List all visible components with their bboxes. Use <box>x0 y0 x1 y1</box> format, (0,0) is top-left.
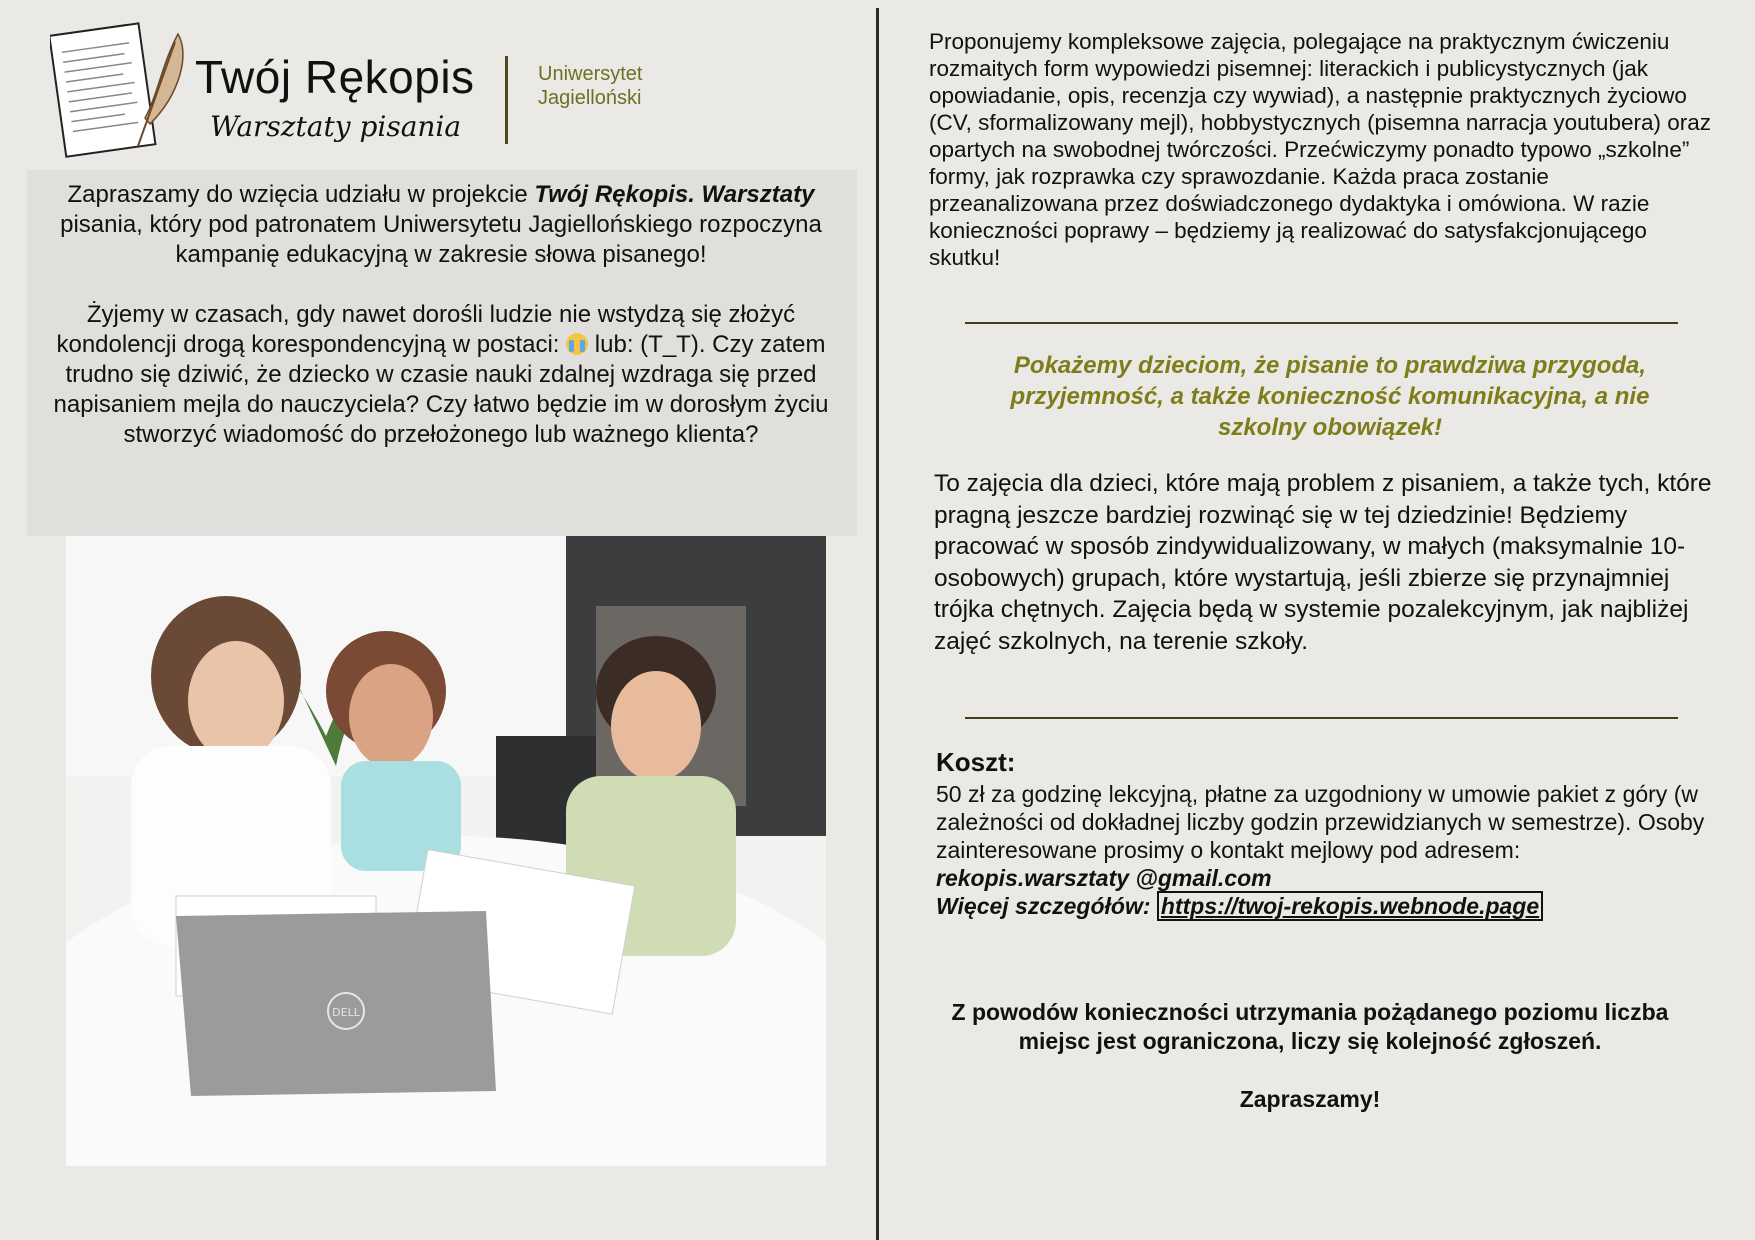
intro-p1-text: Zapraszamy do wzięcia udziału w projekcie <box>67 181 535 208</box>
intro-text <box>44 180 838 480</box>
audience-paragraph: To zajęcia dla dzieci, które mają problem z pisaniem, a także tych, które pragną jeszcze bardziej rozwinąć się w tej dziedzinie! Będziemy pracować w sposób zindywidualizowany, w małych (maksymalnie 10-osobowych) grupach, które wystartują, jeśli zbierze się przynajmniej trójka chętnych. Zajęcia będą w systemie pozalekcyjnym, jak najbliżej zajęć szkolnych, na terenie szkoły. <box>934 470 1712 655</box>
highlight-quote: Pokażemy dzieciom, że pisanie to prawdziwa przygoda, przyjemność, a także konieczność komunikacyjna, a nie szkolny obowiązek! <box>1010 352 1650 441</box>
cost-heading: Koszt: <box>936 747 1016 777</box>
crying-emoji-icon <box>566 333 588 355</box>
project-name: Twój Rękopis. Warsztaty <box>534 181 815 208</box>
brand-title: Twój Rękopis <box>195 51 475 103</box>
brand-subtitle: Warsztaty pisania <box>210 110 462 143</box>
cost-section <box>936 780 1706 920</box>
contact-email[interactable]: rekopis.warsztaty @gmail.com <box>936 865 1272 891</box>
university-line-2: Jagielloński <box>538 87 642 109</box>
limited-seats-notice: Z powodów konieczności utrzymania pożądanego poziomu liczba miejsc jest ograniczona, liczy się kolejność zgłoszeń. <box>951 999 1669 1054</box>
separator-line-2 <box>965 717 1678 719</box>
university-name <box>538 62 642 110</box>
manuscript-quill-logo <box>50 14 190 164</box>
intro-paragraph-2 <box>44 300 838 450</box>
intro-p2-text: Żyjemy w czasach, gdy nawet dorośli ludzie nie wstydzą się złożyć kondolencji drogą korespondencyjną w postaci: <box>56 301 796 358</box>
university-line-1: Uniwersytet <box>538 63 643 85</box>
laptop-brand-logo: DELL <box>332 1006 360 1019</box>
header-separator <box>505 56 508 144</box>
intro-paragraph-1 <box>44 180 838 270</box>
details-link[interactable]: https://twoj-rekopis.webnode.page <box>1157 891 1543 921</box>
separator-line-1 <box>965 322 1678 324</box>
details-label: Więcej szczegółów: <box>936 893 1157 919</box>
intro-p1-text-end: pisania, który pod patronatem Uniwersytetu Jagiellońskiego rozpoczyna kampanię edukacyjną w zakresie słowa pisanego! <box>60 211 822 268</box>
workshop-photo <box>66 536 826 1166</box>
column-divider <box>876 8 879 1240</box>
intro-p2-text-end: lub: (T_T). Czy zatem trudno się dziwić, że dziecko w czasie nauki zdalnej wzdraga się przed napisaniem mejla do nauczyciela? Czy łatwo będzie im w dorosłym życiu stworzyć wiadomość do przełożonego lub ważnego klienta? <box>53 331 829 448</box>
offer-paragraph: Proponujemy kompleksowe zajęcia, polegające na praktycznym ćwiczeniu rozmaitych form wypowiedzi pisemnej: literackich i publicystycznych (jak opowiadanie, opis, recenzja czy wywiad), a następnie praktycznych życiowo (CV, sformalizowany mejl), hobbystycznych (pisemna narracja youtubera) oraz opartych na swobodnej twórczości. Przećwiczymy ponadto typowo „szkolne” formy, jak rozprawka czy sprawozdanie. Każda praca zostanie przeanalizowana przez doświadczonego dydaktyka i omówiona. W razie konieczności poprawy – będziemy ją realizować do satysfakcjonującego skutku! <box>929 29 1711 270</box>
closing-invitation: Zapraszamy! <box>1239 1086 1381 1112</box>
cost-text: 50 zł za godzinę lekcyjną, płatne za uzgodniony w umowie pakiet z góry (w zależności od dokładnej liczby godzin przewidzianych w semestrze). Osoby zainteresowane prosimy o kontakt mejlowy pod adresem: <box>936 781 1705 863</box>
